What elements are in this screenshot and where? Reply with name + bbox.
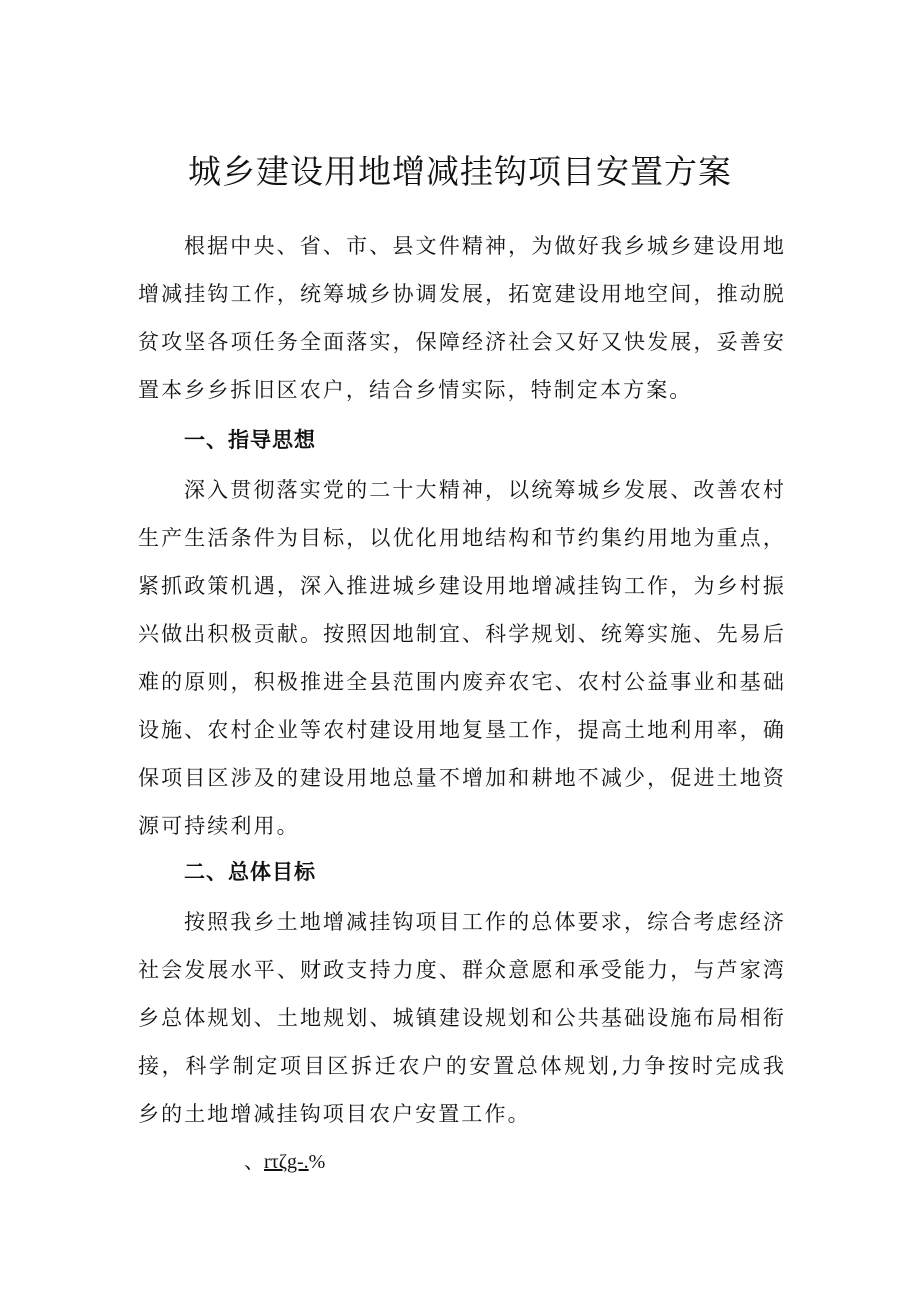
- section-heading-overall-goal: 二、总体目标: [184, 860, 316, 884]
- section-heading-garbled: [244, 1146, 325, 1178]
- garbled-prefix: 、: [244, 1151, 264, 1173]
- section-body-overall-goal: 按照我乡土地增减挂钩项目工作的总体要求，综合考虑经济社会发展水平、财政支持力度、群众意愿和承受能力，与芦家湾乡总体规划、土地规划、城镇建设规划和公共基础设施布局相衔接，科学制定项目区拆迁农户的安置总体规划,力争按时完成我乡的土地增减挂钩项目农户安置工作。: [138, 910, 786, 1126]
- section-heading-guiding-ideology: 一、指导思想: [184, 428, 316, 452]
- document-title: 城乡建设用地增减挂钩项目安置方案: [188, 152, 732, 191]
- intro-paragraph: 根据中央、省、市、县文件精神，为做好我乡城乡建设用地增减挂钩工作，统筹城乡协调发展，拓宽建设用地空间，推动脱贫攻坚各项任务全面落实，保障经济社会又好又快发展，妥善安置本乡乡拆旧区农户，结合乡情实际，特制定本方案。: [138, 234, 786, 402]
- garbled-suffix: %: [308, 1151, 326, 1173]
- garbled-heading-text: rτζg-.: [264, 1151, 309, 1173]
- section-body-guiding-ideology: 深入贯彻落实党的二十大精神，以统筹城乡发展、改善农村生产生活条件为目标，以优化用地结构和节约集约用地为重点，紧抓政策机遇，深入推进城乡建设用地增减挂钩工作，为乡村振兴做出积极贡献。按照因地制宜、科学规划、统筹实施、先易后难的原则，积极推进全县范围内废弃农宅、农村公益事业和基础设施、农村企业等农村建设用地复垦工作，提高土地利用率，确保项目区涉及的建设用地总量不增加和耕地不减少，促进土地资源可持续利用。: [138, 478, 786, 838]
